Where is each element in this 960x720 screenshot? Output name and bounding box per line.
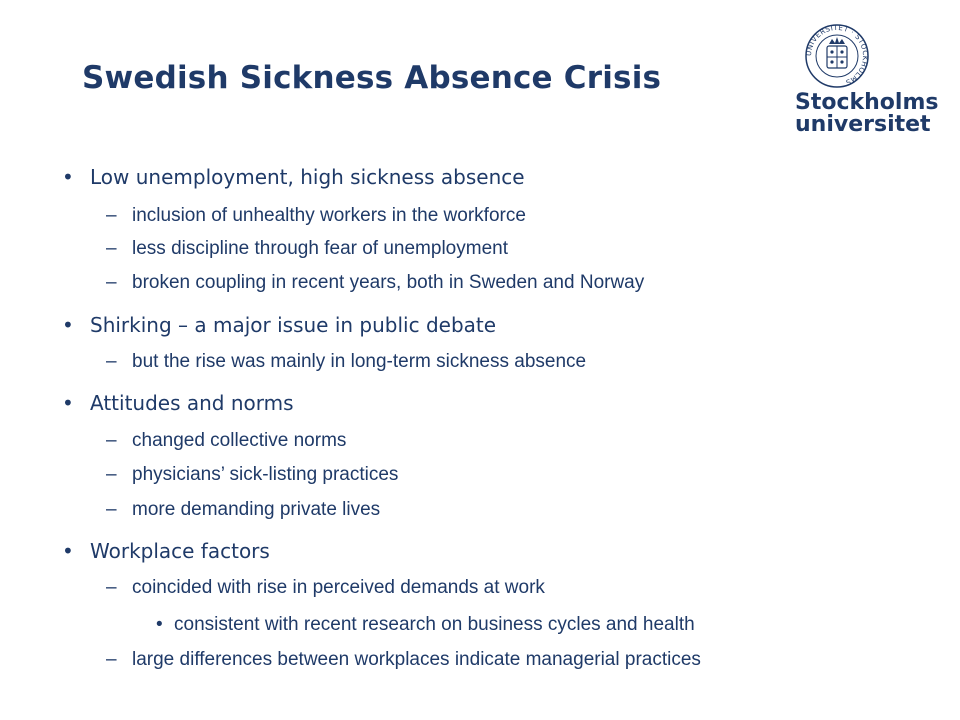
slide-title: Swedish Sickness Absence Crisis <box>82 60 662 96</box>
bullet-text: Workplace factors <box>90 539 270 563</box>
sub-item-text: coincided with rise in perceived demands at work <box>132 577 545 598</box>
sub-item <box>106 430 346 452</box>
logo-wordmark-line1: Stockholms <box>795 90 939 115</box>
bullet-text: Attitudes and norms <box>90 391 294 415</box>
bullet-marker: • <box>62 539 74 563</box>
dash-marker: – <box>106 238 117 259</box>
bullet-text: Low unemployment, high sickness absence <box>90 165 525 189</box>
sub-item-text: more demanding private lives <box>132 499 381 520</box>
sub-item <box>106 649 701 671</box>
dash-marker: – <box>106 577 117 598</box>
sub-item-text: changed collective norms <box>132 430 347 451</box>
dash-marker: – <box>106 649 117 670</box>
bullet-item <box>62 391 294 415</box>
bullet-text: Shirking – a major issue in public debate <box>90 313 497 337</box>
sub-item-text: inclusion of unhealthy workers in the workforce <box>132 205 526 226</box>
bullet-marker: • <box>62 165 74 189</box>
sub-item <box>106 464 398 486</box>
sub-item <box>106 238 508 260</box>
bullet-item <box>62 165 525 189</box>
seal-text: UNIVERSITET · STOCKHOLMS <box>804 23 870 87</box>
bullet-marker: • <box>62 313 74 337</box>
sub-item-text: broken coupling in recent years, both in Sweden and Norway <box>132 272 645 293</box>
sub-item <box>106 351 586 373</box>
sub-item <box>106 272 644 294</box>
bullet-item <box>62 313 496 337</box>
dash-marker: – <box>106 499 117 520</box>
sub-item <box>106 205 526 227</box>
sub-sub-item-text: consistent with recent research on business cycles and health <box>174 614 695 635</box>
sub-sub-item <box>156 614 695 636</box>
sub-item-text: physicians’ sick-listing practices <box>132 464 399 485</box>
dash-marker: – <box>106 205 117 226</box>
sub-item <box>106 499 380 521</box>
bullet-marker: • <box>62 391 74 415</box>
sub-item-text: less discipline through fear of unemployment <box>132 238 508 259</box>
sub-item-text: but the rise was mainly in long-term sickness absence <box>132 351 587 372</box>
dash-marker: – <box>106 430 117 451</box>
sub-item <box>106 577 545 599</box>
dash-marker: – <box>106 351 117 372</box>
bullet-item <box>62 539 270 563</box>
dash-marker: – <box>106 464 117 485</box>
sub-item-text: large differences between workplaces indicate managerial practices <box>132 649 701 670</box>
dash-marker: – <box>106 272 117 293</box>
subbullet-marker: • <box>156 614 163 635</box>
logo-wordmark-line2: universitet <box>795 112 931 137</box>
